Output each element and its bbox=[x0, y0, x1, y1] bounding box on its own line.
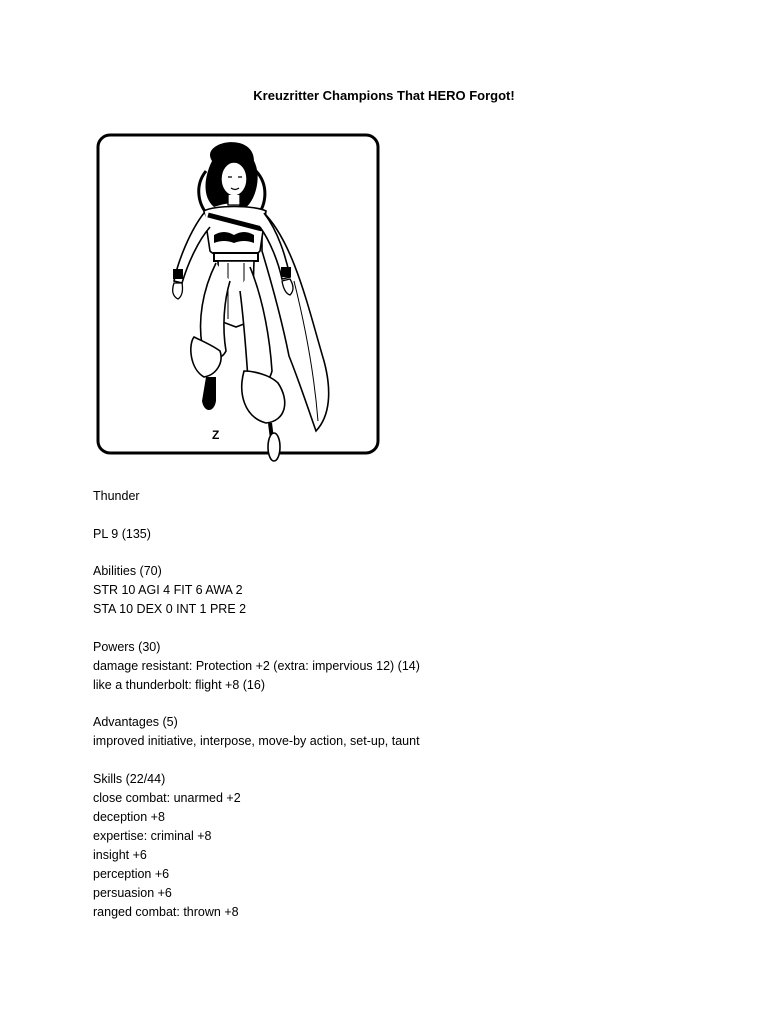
character-illustration bbox=[94, 131, 384, 466]
skills-heading: Skills (22/44) bbox=[93, 771, 166, 786]
power-level: PL 9 (135) bbox=[93, 526, 151, 541]
abilities-section bbox=[93, 562, 693, 619]
skills-section bbox=[93, 770, 693, 922]
abilities-line: STA 10 DEX 0 INT 1 PRE 2 bbox=[93, 602, 247, 616]
skill-line: close combat: unarmed +2 bbox=[93, 790, 241, 805]
skill-line: persuasion +6 bbox=[93, 885, 172, 900]
advantages-section bbox=[93, 713, 693, 751]
skill-line: insight +6 bbox=[93, 847, 147, 862]
advantages-line: improved initiative, interpose, move-by action, set-up, taunt bbox=[93, 734, 420, 748]
skill-line: expertise: criminal +8 bbox=[93, 828, 212, 843]
character-stat-block bbox=[93, 487, 693, 922]
character-drawing bbox=[94, 131, 384, 466]
advantages-heading: Advantages (5) bbox=[93, 715, 178, 729]
abilities-heading: Abilities (70) bbox=[93, 564, 162, 578]
page-title: Kreuzritter Champions That HERO Forgot! bbox=[253, 88, 515, 103]
abilities-line: STR 10 AGI 4 FIT 6 AWA 2 bbox=[93, 583, 243, 597]
skill-line: perception +6 bbox=[93, 866, 170, 881]
skill-line: ranged combat: thrown +8 bbox=[93, 904, 239, 919]
power-line: like a thunderbolt: flight +8 (16) bbox=[93, 677, 265, 692]
artist-signature: Z bbox=[212, 428, 220, 442]
skill-line: deception +8 bbox=[93, 809, 165, 824]
powers-section bbox=[93, 638, 693, 695]
power-line: damage resistant: Protection +2 (extra: impervious 12) (14) bbox=[93, 658, 420, 673]
powers-heading: Powers (30) bbox=[93, 639, 161, 654]
character-name: Thunder bbox=[93, 489, 140, 503]
